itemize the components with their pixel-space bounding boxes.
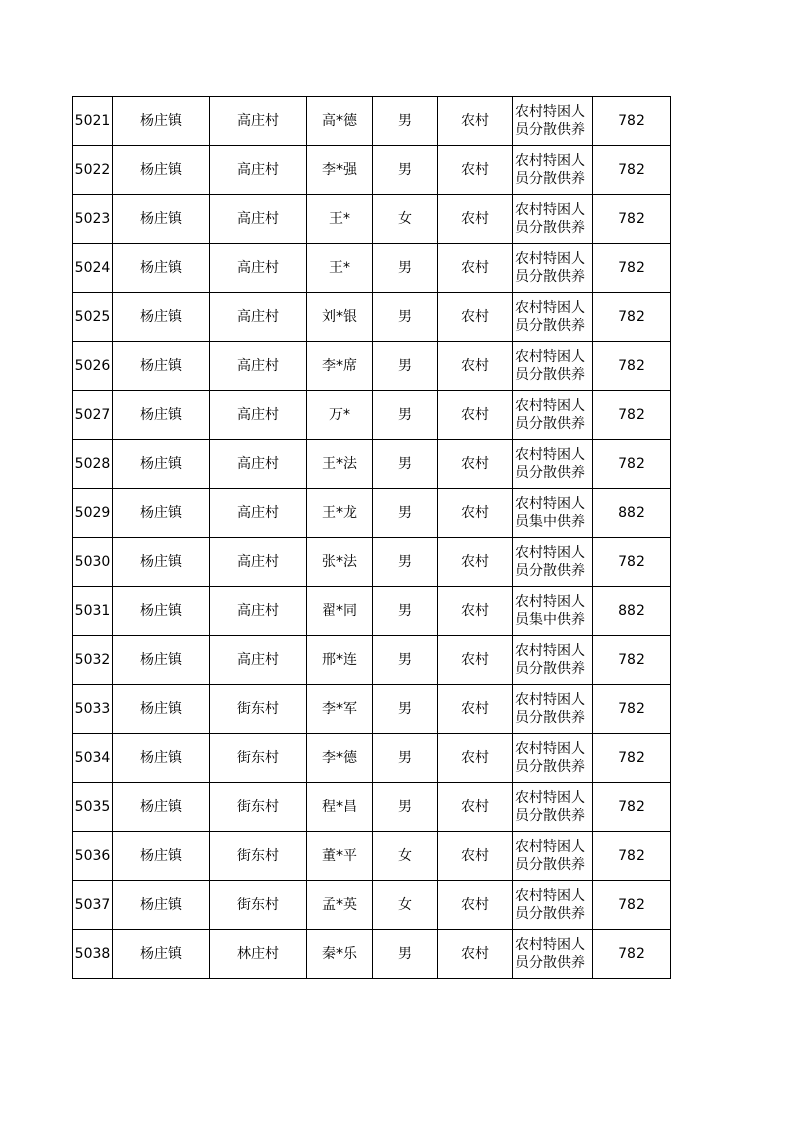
table-row — [73, 538, 671, 587]
cell-id: 5027 — [73, 391, 113, 440]
table-row — [73, 293, 671, 342]
cell-category — [513, 293, 593, 342]
cell-residence: 农村 — [438, 930, 513, 979]
cell-amount: 782 — [593, 440, 671, 489]
cell-village: 高庄村 — [210, 195, 307, 244]
cell-category — [513, 342, 593, 391]
cell-category — [513, 195, 593, 244]
cell-village: 高庄村 — [210, 342, 307, 391]
table-row — [73, 489, 671, 538]
cell-residence: 农村 — [438, 685, 513, 734]
cell-name: 程*昌 — [307, 783, 373, 832]
cell-id: 5023 — [73, 195, 113, 244]
cell-id: 5021 — [73, 97, 113, 146]
cell-id: 5028 — [73, 440, 113, 489]
cell-village: 高庄村 — [210, 391, 307, 440]
cell-gender: 男 — [373, 587, 438, 636]
cell-name: 王*龙 — [307, 489, 373, 538]
cell-id: 5035 — [73, 783, 113, 832]
cell-id: 5030 — [73, 538, 113, 587]
cell-amount: 782 — [593, 783, 671, 832]
cell-amount: 882 — [593, 489, 671, 538]
cell-village: 林庄村 — [210, 930, 307, 979]
cell-category — [513, 734, 593, 783]
cell-category — [513, 881, 593, 930]
cell-town: 杨庄镇 — [113, 587, 210, 636]
cell-residence: 农村 — [438, 783, 513, 832]
table-row — [73, 636, 671, 685]
cell-category-text: 农村特困人员分散供养 — [515, 741, 585, 775]
cell-name: 董*平 — [307, 832, 373, 881]
cell-gender: 女 — [373, 195, 438, 244]
cell-town: 杨庄镇 — [113, 881, 210, 930]
cell-category-text: 农村特困人员分散供养 — [515, 692, 585, 726]
cell-gender: 男 — [373, 930, 438, 979]
cell-amount: 782 — [593, 636, 671, 685]
cell-residence: 农村 — [438, 832, 513, 881]
cell-town: 杨庄镇 — [113, 342, 210, 391]
cell-amount: 882 — [593, 587, 671, 636]
cell-id: 5034 — [73, 734, 113, 783]
cell-category-text: 农村特困人员分散供养 — [515, 202, 585, 236]
cell-gender: 男 — [373, 244, 438, 293]
cell-amount: 782 — [593, 293, 671, 342]
cell-category-text: 农村特困人员分散供养 — [515, 888, 585, 922]
table-row — [73, 97, 671, 146]
cell-amount: 782 — [593, 881, 671, 930]
cell-town: 杨庄镇 — [113, 783, 210, 832]
cell-town: 杨庄镇 — [113, 832, 210, 881]
cell-category — [513, 97, 593, 146]
cell-category — [513, 685, 593, 734]
cell-gender: 男 — [373, 489, 438, 538]
cell-residence: 农村 — [438, 734, 513, 783]
cell-name: 秦*乐 — [307, 930, 373, 979]
cell-gender: 男 — [373, 440, 438, 489]
cell-name: 高*德 — [307, 97, 373, 146]
table-row — [73, 685, 671, 734]
cell-residence: 农村 — [438, 636, 513, 685]
cell-category-text: 农村特困人员集中供养 — [515, 594, 585, 628]
cell-town: 杨庄镇 — [113, 636, 210, 685]
cell-village: 街东村 — [210, 832, 307, 881]
cell-name: 王* — [307, 244, 373, 293]
cell-name: 李*德 — [307, 734, 373, 783]
cell-residence: 农村 — [438, 97, 513, 146]
roster-body — [73, 97, 671, 979]
cell-amount: 782 — [593, 832, 671, 881]
table-row — [73, 783, 671, 832]
cell-residence: 农村 — [438, 195, 513, 244]
cell-id: 5022 — [73, 146, 113, 195]
cell-name: 王* — [307, 195, 373, 244]
cell-residence: 农村 — [438, 146, 513, 195]
cell-amount: 782 — [593, 391, 671, 440]
cell-village: 高庄村 — [210, 244, 307, 293]
cell-town: 杨庄镇 — [113, 685, 210, 734]
cell-gender: 男 — [373, 685, 438, 734]
cell-village: 街东村 — [210, 783, 307, 832]
cell-category — [513, 930, 593, 979]
cell-name: 翟*同 — [307, 587, 373, 636]
cell-gender: 男 — [373, 391, 438, 440]
cell-amount: 782 — [593, 538, 671, 587]
cell-category-text: 农村特困人员分散供养 — [515, 153, 585, 187]
cell-id: 5038 — [73, 930, 113, 979]
cell-amount: 782 — [593, 342, 671, 391]
cell-category — [513, 146, 593, 195]
cell-gender: 男 — [373, 783, 438, 832]
cell-id: 5025 — [73, 293, 113, 342]
cell-village: 高庄村 — [210, 538, 307, 587]
cell-name: 邢*连 — [307, 636, 373, 685]
cell-gender: 女 — [373, 832, 438, 881]
cell-gender: 男 — [373, 146, 438, 195]
cell-residence: 农村 — [438, 440, 513, 489]
table-row — [73, 244, 671, 293]
cell-village: 高庄村 — [210, 489, 307, 538]
cell-amount: 782 — [593, 685, 671, 734]
cell-category — [513, 636, 593, 685]
table-row — [73, 342, 671, 391]
cell-town: 杨庄镇 — [113, 734, 210, 783]
cell-category — [513, 538, 593, 587]
cell-gender: 男 — [373, 734, 438, 783]
cell-name: 王*法 — [307, 440, 373, 489]
cell-amount: 782 — [593, 930, 671, 979]
cell-village: 高庄村 — [210, 587, 307, 636]
cell-category-text: 农村特困人员集中供养 — [515, 496, 585, 530]
cell-residence: 农村 — [438, 244, 513, 293]
cell-town: 杨庄镇 — [113, 489, 210, 538]
cell-gender: 男 — [373, 636, 438, 685]
cell-name: 张*法 — [307, 538, 373, 587]
cell-category-text: 农村特困人员分散供养 — [515, 790, 585, 824]
cell-gender: 男 — [373, 342, 438, 391]
cell-gender: 男 — [373, 538, 438, 587]
cell-name: 李*强 — [307, 146, 373, 195]
cell-id: 5033 — [73, 685, 113, 734]
cell-category — [513, 244, 593, 293]
table-row — [73, 195, 671, 244]
cell-category-text: 农村特困人员分散供养 — [515, 349, 585, 383]
cell-village: 高庄村 — [210, 97, 307, 146]
cell-gender: 男 — [373, 293, 438, 342]
cell-village: 街东村 — [210, 685, 307, 734]
cell-village: 街东村 — [210, 734, 307, 783]
cell-category — [513, 783, 593, 832]
cell-amount: 782 — [593, 195, 671, 244]
cell-gender: 女 — [373, 881, 438, 930]
cell-category — [513, 489, 593, 538]
cell-gender: 男 — [373, 97, 438, 146]
cell-category-text: 农村特困人员分散供养 — [515, 251, 585, 285]
cell-residence: 农村 — [438, 538, 513, 587]
cell-residence: 农村 — [438, 489, 513, 538]
cell-village: 高庄村 — [210, 440, 307, 489]
table-row — [73, 146, 671, 195]
cell-name: 李*席 — [307, 342, 373, 391]
cell-category-text: 农村特困人员分散供养 — [515, 447, 585, 481]
cell-id: 5032 — [73, 636, 113, 685]
cell-id: 5036 — [73, 832, 113, 881]
cell-village: 高庄村 — [210, 636, 307, 685]
cell-id: 5024 — [73, 244, 113, 293]
table-row — [73, 832, 671, 881]
cell-name: 李*军 — [307, 685, 373, 734]
cell-id: 5031 — [73, 587, 113, 636]
cell-village: 街东村 — [210, 881, 307, 930]
cell-town: 杨庄镇 — [113, 391, 210, 440]
cell-category-text: 农村特困人员分散供养 — [515, 104, 585, 138]
table-row — [73, 930, 671, 979]
cell-category — [513, 391, 593, 440]
cell-category-text: 农村特困人员分散供养 — [515, 545, 585, 579]
cell-name: 万* — [307, 391, 373, 440]
cell-town: 杨庄镇 — [113, 146, 210, 195]
cell-id: 5029 — [73, 489, 113, 538]
cell-category-text: 农村特困人员分散供养 — [515, 839, 585, 873]
cell-residence: 农村 — [438, 342, 513, 391]
cell-residence: 农村 — [438, 293, 513, 342]
cell-town: 杨庄镇 — [113, 538, 210, 587]
cell-category-text: 农村特困人员分散供养 — [515, 937, 585, 971]
cell-town: 杨庄镇 — [113, 244, 210, 293]
cell-town: 杨庄镇 — [113, 930, 210, 979]
cell-name: 刘*银 — [307, 293, 373, 342]
table-row — [73, 587, 671, 636]
cell-village: 高庄村 — [210, 293, 307, 342]
cell-category-text: 农村特困人员分散供养 — [515, 398, 585, 432]
cell-residence: 农村 — [438, 587, 513, 636]
table-row — [73, 734, 671, 783]
cell-amount: 782 — [593, 97, 671, 146]
cell-category — [513, 440, 593, 489]
cell-name: 孟*英 — [307, 881, 373, 930]
cell-town: 杨庄镇 — [113, 195, 210, 244]
cell-category-text: 农村特困人员分散供养 — [515, 300, 585, 334]
cell-residence: 农村 — [438, 881, 513, 930]
roster-table — [72, 96, 671, 979]
cell-amount: 782 — [593, 244, 671, 293]
cell-residence: 农村 — [438, 391, 513, 440]
cell-amount: 782 — [593, 146, 671, 195]
cell-category-text: 农村特困人员分散供养 — [515, 643, 585, 677]
cell-category — [513, 832, 593, 881]
cell-id: 5037 — [73, 881, 113, 930]
table-row — [73, 440, 671, 489]
table-row — [73, 391, 671, 440]
cell-id: 5026 — [73, 342, 113, 391]
cell-village: 高庄村 — [210, 146, 307, 195]
cell-town: 杨庄镇 — [113, 440, 210, 489]
cell-town: 杨庄镇 — [113, 293, 210, 342]
cell-town: 杨庄镇 — [113, 97, 210, 146]
cell-category — [513, 587, 593, 636]
cell-amount: 782 — [593, 734, 671, 783]
table-row — [73, 881, 671, 930]
